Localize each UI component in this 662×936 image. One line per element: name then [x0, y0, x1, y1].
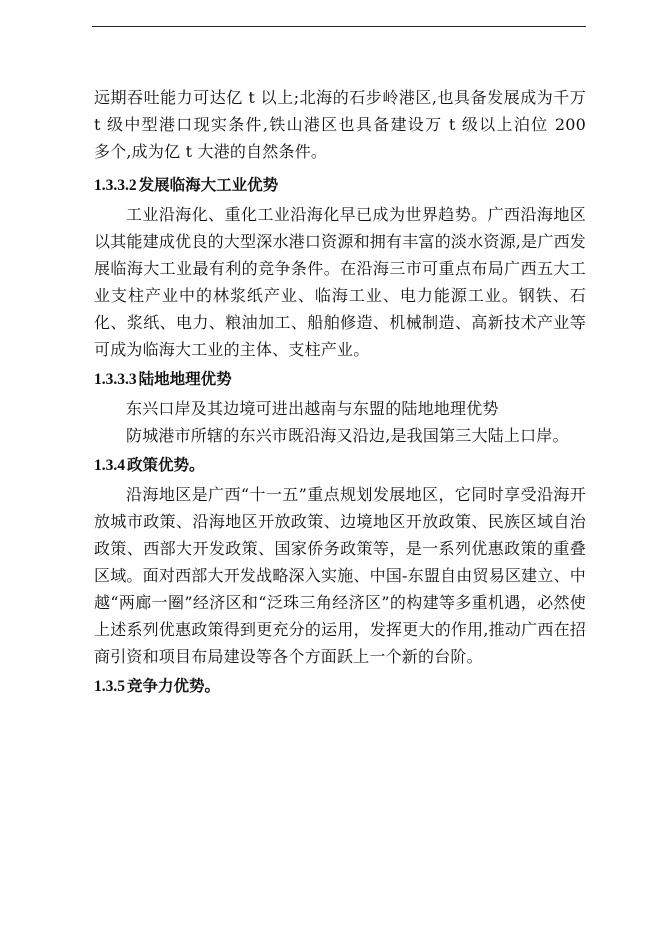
section-heading-1-3-4 [94, 449, 586, 481]
paragraph-coastal-industry: 工业沿海化、重化工业沿海化早已成为世界趋势。广西沿海地区以其能建成优良的大型深水港口资源和拥有丰富的淡水资源,是广西发展临海大工业最有利的竞争条件。在沿海三市可重点布局广西五大工业支柱产业中的林浆纸产业、临海工业、电力能源工业。钢铁、石化、浆纸、电力、粮油加工、船舶修造、机械制造、高新技术产业等可成为临海大工业的主体、支柱产业。 [94, 205, 586, 359]
section-number: 1.3.4 [94, 457, 125, 474]
section-heading-1-3-3-2 [94, 169, 586, 201]
section-title: 发展临海大工业优势 [138, 175, 279, 194]
paragraph-fangchenggang: 防城港市所辖的东兴市既沿海又沿边,是我国第三大陆上口岸。 [126, 426, 569, 445]
section-title: 竞争力优势。 [127, 676, 221, 695]
section-number: 1.3.5 [94, 678, 125, 695]
document-body [94, 84, 608, 702]
section-title: 政策优势。 [127, 455, 205, 474]
section-title: 陆地地理优势 [138, 369, 232, 388]
section-heading-1-3-3-3 [94, 363, 586, 395]
section-number: 1.3.3.2 [94, 177, 137, 194]
paragraph-dongxing-port: 东兴口岸及其边境可进出越南与东盟的陆地地理优势 [126, 399, 499, 418]
paragraph-port-capacity: 远期吞吐能力可达亿 t 以上;北海的石步岭港区,也具备发展成为千万 t 级中型港口现实条件,铁山港区也具备建设万 t 级以上泊位 200 多个,成为亿 t 大港的自然条件。 [94, 88, 608, 161]
header-rule [92, 26, 586, 27]
section-heading-1-3-5 [94, 670, 586, 702]
paragraph-policy-advantage: 沿海地区是广西“十一五”重点规划发展地区，它同时享受沿海开放城市政策、沿海地区开放政策、边境地区开放政策、民族区域自治政策、西部大开发政策、国家侨务政策等，是一系列优惠政策的重叠区域。面对西部大开发战略深入实施、中国-东盟自由贸易区建立、中越“两廊一圈”经济区和“泛珠三角经济区”的构建等多重机遇，必然使上述系列优惠政策得到更充分的运用，发挥更大的作用,推动广西在招商引资和项目布局建设等各个方面跃上一个新的台阶。 [94, 485, 586, 666]
section-number: 1.3.3.3 [94, 371, 137, 388]
